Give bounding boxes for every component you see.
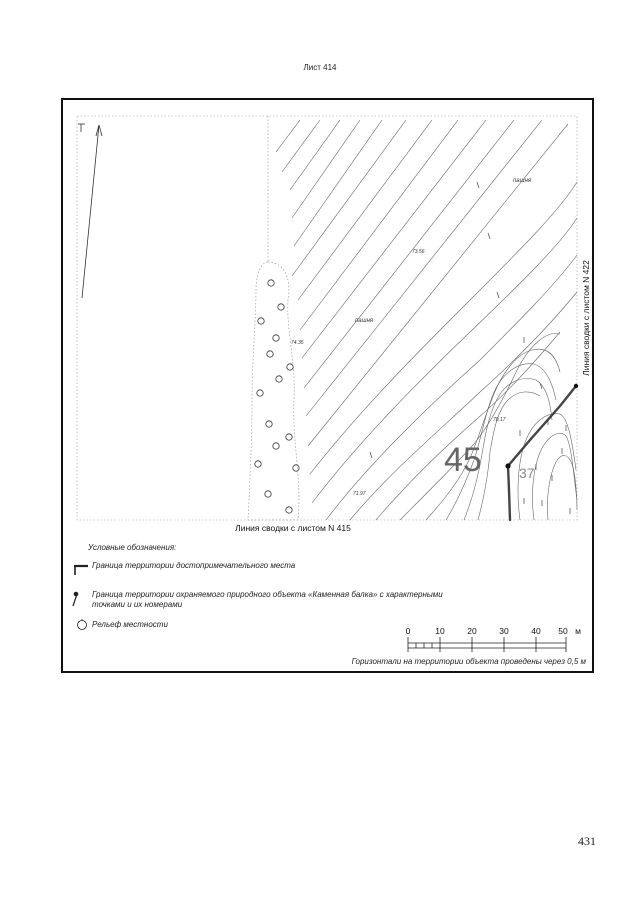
tree-marker (273, 335, 279, 341)
scale-unit: м (575, 626, 581, 636)
tree-grove-boundary (248, 262, 299, 520)
tree-marker (273, 443, 279, 449)
point-number-small: 37 (519, 465, 535, 481)
scale-tick-label: 30 (499, 626, 509, 636)
map-dotted-border (77, 116, 577, 520)
scale-ticks (406, 626, 581, 636)
legend-item-object-boundary-cont: точками и их номерами (92, 600, 183, 609)
elevation-label-3: 70.17 (493, 417, 506, 423)
tree-marker (266, 421, 272, 427)
scale-tick-label: 50 (558, 626, 568, 636)
legend-item-relief: Рельеф местности (92, 620, 168, 629)
label-pashnya-2: пашня (355, 318, 374, 324)
right-sheet-line-label: Линия сводки с листом N 422 (581, 260, 591, 376)
characteristic-point-45 (505, 463, 510, 468)
tree-marker (267, 351, 273, 357)
legend-relief-icon (78, 621, 87, 630)
scale-tick-label: 0 (405, 626, 411, 636)
tree-marker (258, 318, 264, 324)
scale-tick-label: 20 (467, 626, 477, 636)
page-number: 431 (578, 834, 596, 848)
legend-title: Условные обозначения: (88, 543, 177, 552)
tree-marker (286, 507, 292, 513)
label-pashnya-1: пашня (513, 178, 532, 184)
tree-marker (257, 390, 263, 396)
contour-lines (276, 120, 577, 520)
tree-marker (278, 304, 284, 310)
elevation-label-4: 71.97 (353, 491, 366, 497)
tree-markers (255, 280, 299, 513)
bottom-sheet-line-label: Линия сводки с листом N 415 (235, 523, 351, 533)
tree-marker (255, 461, 261, 467)
elevation-label-1: 73.56 (412, 249, 425, 255)
scale-tick-label: 10 (435, 626, 445, 636)
characteristic-point-end (574, 384, 578, 388)
sheet-title: Лист 414 (303, 63, 337, 72)
tree-marker (286, 434, 292, 440)
tree-marker (268, 280, 274, 286)
tree-marker (265, 491, 271, 497)
elevation-label-2: 74.35 (291, 340, 304, 346)
scale-bar (408, 637, 566, 652)
north-arrow-icon (78, 124, 102, 298)
point-number-big: 45 (444, 441, 482, 479)
contour-interval-note: Горизонтали на территории объекта проведены через 0,5 м (351, 657, 586, 666)
legend-item-site-boundary: Граница территории достопримечательного места (92, 561, 296, 570)
tree-marker (293, 465, 299, 471)
legend-symbols (73, 566, 88, 630)
scale-tick-label: 40 (531, 626, 541, 636)
legend-item-object-boundary: Граница территории охраняемого природного объекта «Каменная балка» с характерными (92, 590, 443, 599)
tree-marker (287, 364, 293, 370)
tree-marker (276, 376, 282, 382)
